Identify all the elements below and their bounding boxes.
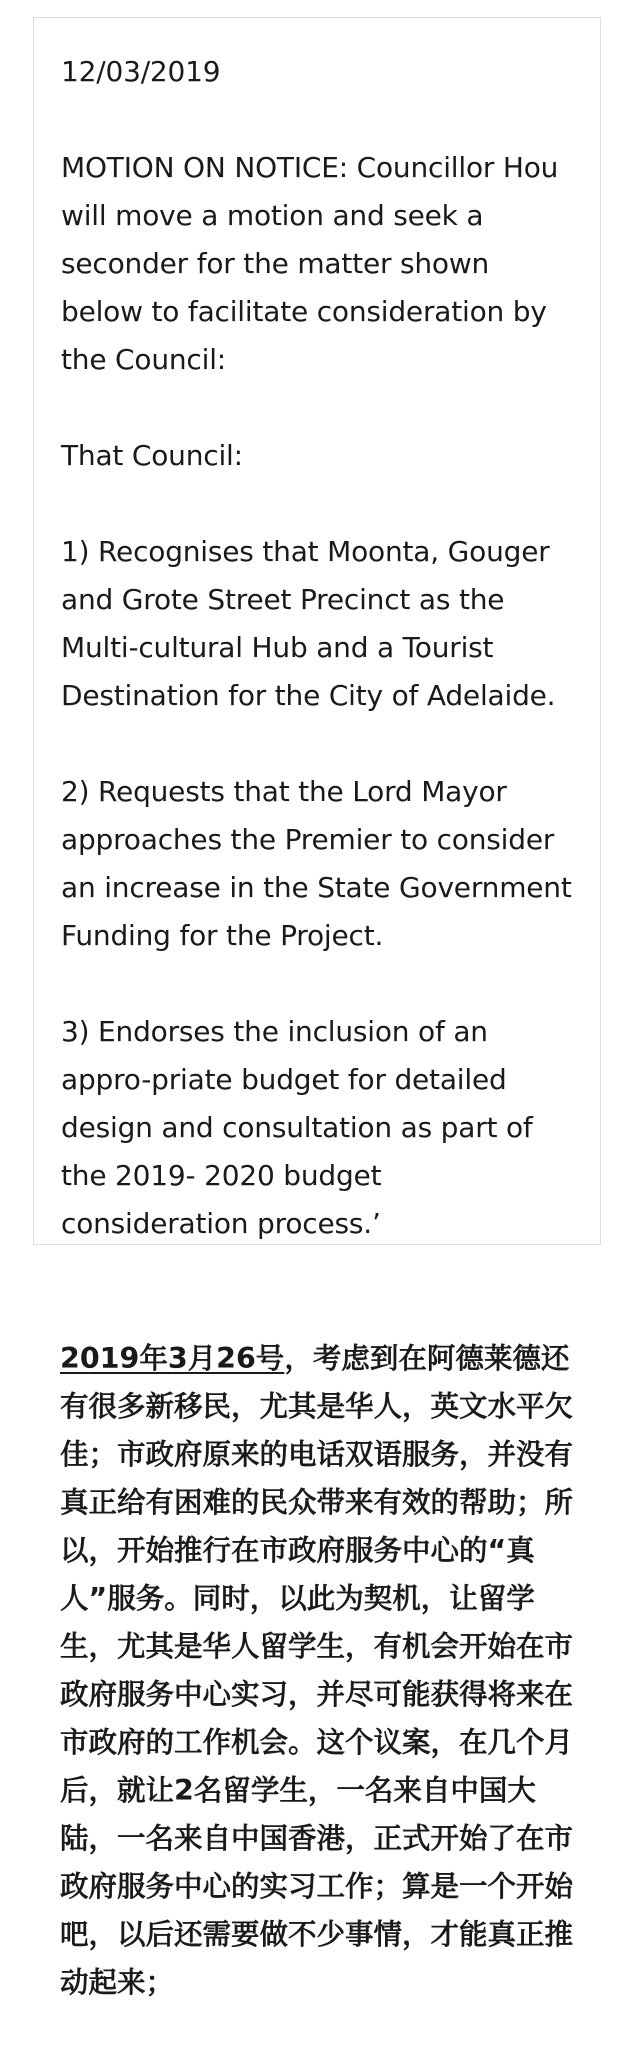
motion-item-2: 2) Requests that the Lord Mayor approaches the Premier to consider an increase in the State Government Funding for the Project. bbox=[61, 775, 572, 952]
motion-intro: MOTION ON NOTICE: Councillor Hou will move a motion and seek a seconder for the matter shown below to facilitate consideration by the Council: bbox=[61, 151, 559, 376]
motion-date: 12/03/2019 bbox=[61, 55, 221, 88]
motion-item-1: 1) Recognises that Moonta, Gouger and Grote Street Precinct as the Multi-cultural Hub and a Tourist Destination for the City of Adelaide. bbox=[61, 535, 556, 712]
summary-date-link[interactable]: 2019年3月26号 bbox=[60, 1342, 285, 1375]
motion-lead: That Council: bbox=[61, 439, 243, 472]
summary-text: ，考虑到在阿德莱德还有很多新移民，尤其是华人，英文水平欠佳；市政府原来的电话双语服务，并没有真正给有困难的民众带来有效的帮助；所以，开始推行在市政府服务中心的“真人”服务。同时，以此为契机，让留学生，尤其是华人留学生，有机会开始在市政府服务中心实习，并尽可能获得将来在市政府的工作机会。这个议案，在几个月后，就让2名留学生，一名来自中国大陆，一名来自中国香港，正式开始了在市政府服务中心的实习工作；算是一个开始吧，以后还需要做不少事情，才能真正推动起来； bbox=[60, 1342, 574, 1999]
summary-paragraph bbox=[60, 1335, 590, 2007]
motion-item-3: 3) Endorses the inclusion of an appro-priate budget for detailed design and consultation as part of the 2019- 2020 budget consideration process.’ bbox=[61, 1015, 533, 1240]
motion-notice-box bbox=[33, 17, 601, 1245]
